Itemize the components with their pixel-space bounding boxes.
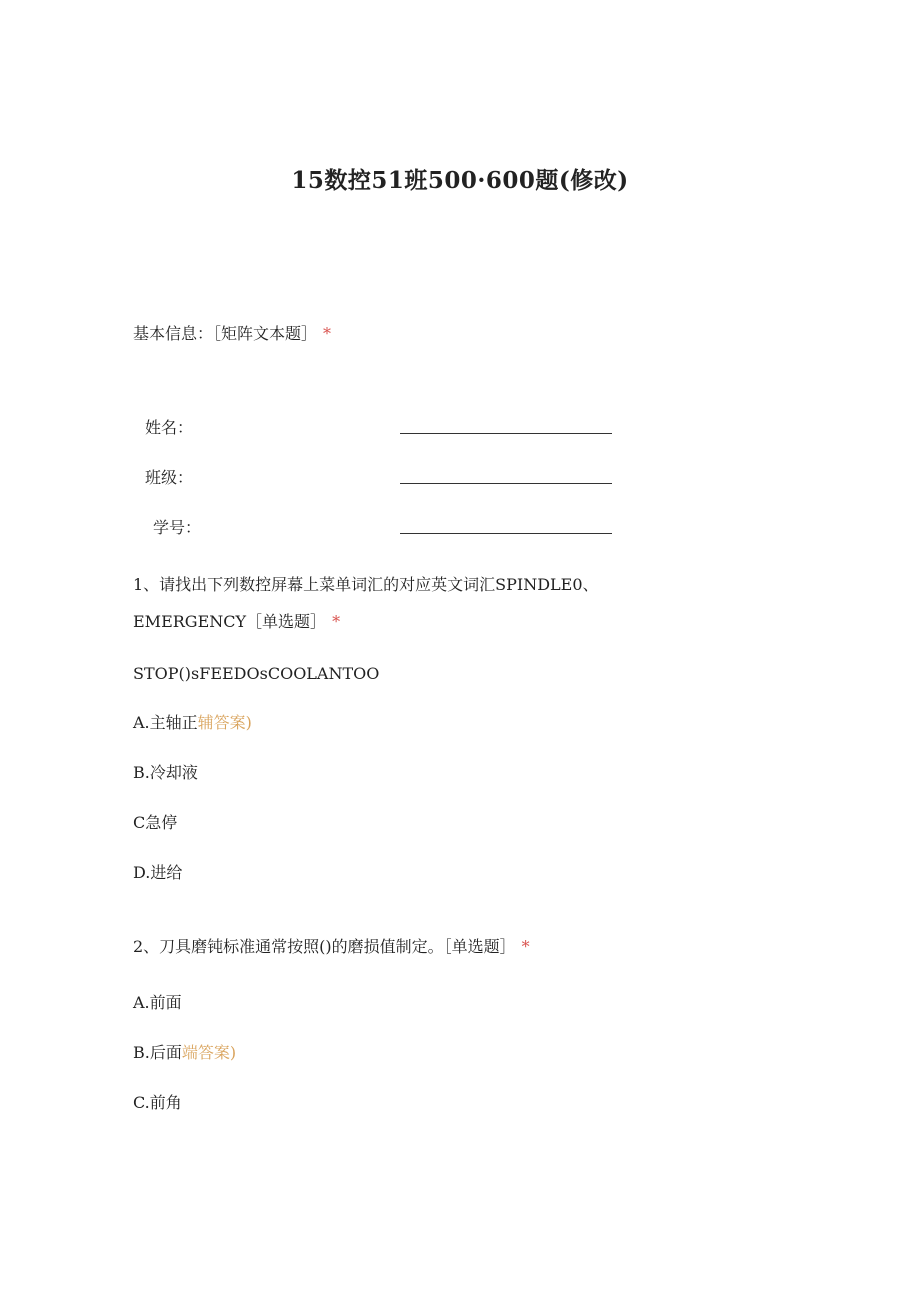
q2-option-a[interactable] <box>133 992 182 1014</box>
q1-text-line2 <box>133 611 340 633</box>
student-id-label: 学号： <box>153 518 202 537</box>
answer-marker: 端答案) <box>181 1043 237 1062</box>
q1-option-c[interactable] <box>133 812 177 834</box>
q1-option-d[interactable] <box>133 862 182 884</box>
basic-info-question <box>133 323 331 345</box>
option-text: B.冷却液 <box>133 763 198 782</box>
q1-text-line3: STOP()sFEEDOsCOOLANTOO <box>133 664 380 683</box>
option-text: C急停 <box>133 813 178 832</box>
q1-option-b[interactable] <box>133 762 198 784</box>
basic-info-label: 基本信息：［矩阵文本题］ <box>133 324 318 343</box>
class-label: 班级： <box>145 468 194 487</box>
name-input-line[interactable] <box>400 433 612 434</box>
q2-option-b[interactable] <box>133 1042 236 1064</box>
page-title: 15数控51班500·600题(修改) <box>291 167 629 194</box>
required-marker: * <box>521 937 530 956</box>
required-marker: * <box>332 612 341 631</box>
q2-question: 2、刀具磨钝标准通常按照()的磨损值制定。［单选题］ <box>133 937 516 956</box>
option-text: D.进给 <box>133 863 183 882</box>
student-id-input-line[interactable] <box>400 533 612 534</box>
class-input-line[interactable] <box>400 483 612 484</box>
required-marker: * <box>323 324 332 343</box>
q2-text <box>133 936 530 958</box>
q1-type: EMERGENCY［单选题］ <box>133 612 327 631</box>
option-text: B.后面 <box>133 1043 182 1062</box>
q1-option-a[interactable] <box>133 712 252 734</box>
q2-option-c[interactable] <box>133 1092 182 1114</box>
answer-marker: 辅答案) <box>197 713 252 732</box>
option-text: A.前面 <box>133 993 182 1012</box>
name-label: 姓名： <box>145 418 194 437</box>
q1-text-line1: 1、请找出下列数控屏幕上菜单词汇的对应英文词汇SPINDLE0、 <box>133 575 599 594</box>
option-text: A.主轴正 <box>133 713 198 732</box>
option-text: C.前角 <box>133 1093 182 1112</box>
